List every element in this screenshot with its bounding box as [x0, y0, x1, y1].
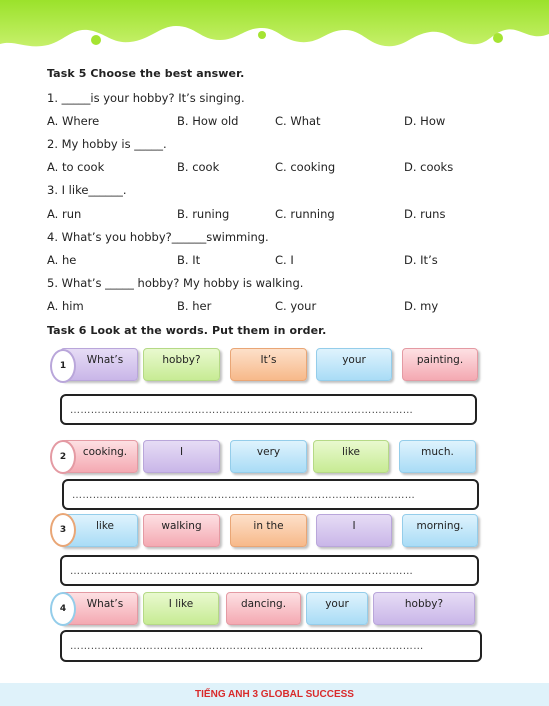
question-3: 3. I like______. — [47, 183, 127, 197]
q1-option-b[interactable]: B. How old — [177, 114, 239, 128]
answer-line-1[interactable]: ……………………………………………………………………………………… — [60, 394, 477, 425]
task5-title: Task 5 Choose the best answer. — [47, 67, 245, 80]
q4-option-b[interactable]: B. It — [177, 253, 201, 267]
row-number-badge: 1 — [50, 349, 76, 383]
word-card[interactable]: hobby? — [373, 592, 475, 625]
q1-option-c[interactable]: C. What — [275, 114, 321, 128]
word-card[interactable]: What’s — [60, 592, 138, 625]
word-card[interactable]: your — [306, 592, 368, 625]
answer-line-2[interactable]: ……………………………………………………………………………………… — [62, 479, 479, 510]
footer-bar — [0, 683, 549, 706]
footer-title: TIẾNG ANH 3 GLOBAL SUCCESS — [195, 689, 354, 700]
q3-option-c[interactable]: C. running — [275, 207, 335, 221]
word-card[interactable]: hobby? — [143, 348, 220, 381]
row-number-badge: 4 — [50, 592, 76, 626]
q3-option-b[interactable]: B. runing — [177, 207, 230, 221]
q3-option-d[interactable]: D. runs — [404, 207, 446, 221]
q4-option-c[interactable]: C. I — [275, 253, 294, 267]
q1-option-d[interactable]: D. How — [404, 114, 446, 128]
word-card[interactable]: cooking. — [60, 440, 138, 473]
answer-line-3[interactable]: ……………………………………………………………………………………… — [60, 555, 479, 586]
q2-option-c[interactable]: C. cooking — [275, 160, 336, 174]
word-card[interactable]: What’s — [60, 348, 138, 381]
word-card[interactable]: I like — [143, 592, 219, 625]
row-number-badge: 2 — [50, 440, 76, 474]
word-card[interactable]: dancing. — [226, 592, 301, 625]
question-5: 5. What’s _____ hobby? My hobby is walking. — [47, 276, 304, 290]
word-card[interactable]: like — [60, 514, 138, 547]
q2-option-a[interactable]: A. to cook — [47, 160, 105, 174]
word-card[interactable]: your — [316, 348, 392, 381]
q2-option-b[interactable]: B. cook — [177, 160, 220, 174]
word-card[interactable]: I — [143, 440, 220, 473]
word-card[interactable]: like — [313, 440, 389, 473]
q1-option-a[interactable]: A. Where — [47, 114, 100, 128]
q5-option-a[interactable]: A. him — [47, 299, 84, 313]
q2-option-d[interactable]: D. cooks — [404, 160, 454, 174]
q5-option-c[interactable]: C. your — [275, 299, 317, 313]
question-4: 4. What’s you hobby?______swimming. — [47, 230, 269, 244]
q4-option-a[interactable]: A. he — [47, 253, 77, 267]
word-card[interactable]: It’s — [230, 348, 307, 381]
word-card[interactable]: painting. — [402, 348, 478, 381]
answer-line-4[interactable]: ………………………………………………………………………………………… — [60, 630, 482, 662]
top-green-wave — [0, 0, 549, 62]
question-2: 2. My hobby is _____. — [47, 137, 167, 151]
word-card[interactable]: I — [316, 514, 392, 547]
word-card[interactable]: morning. — [402, 514, 478, 547]
word-card[interactable]: walking — [143, 514, 220, 547]
word-card[interactable]: much. — [399, 440, 476, 473]
q4-option-d[interactable]: D. It’s — [404, 253, 438, 267]
q5-option-d[interactable]: D. my — [404, 299, 439, 313]
q5-option-b[interactable]: B. her — [177, 299, 212, 313]
question-1: 1. _____is your hobby? It’s singing. — [47, 91, 245, 105]
task6-title: Task 6 Look at the words. Put them in order. — [47, 324, 327, 337]
word-card[interactable]: very — [230, 440, 307, 473]
word-card[interactable]: in the — [230, 514, 307, 547]
row-number-badge: 3 — [50, 513, 76, 547]
q3-option-a[interactable]: A. run — [47, 207, 82, 221]
